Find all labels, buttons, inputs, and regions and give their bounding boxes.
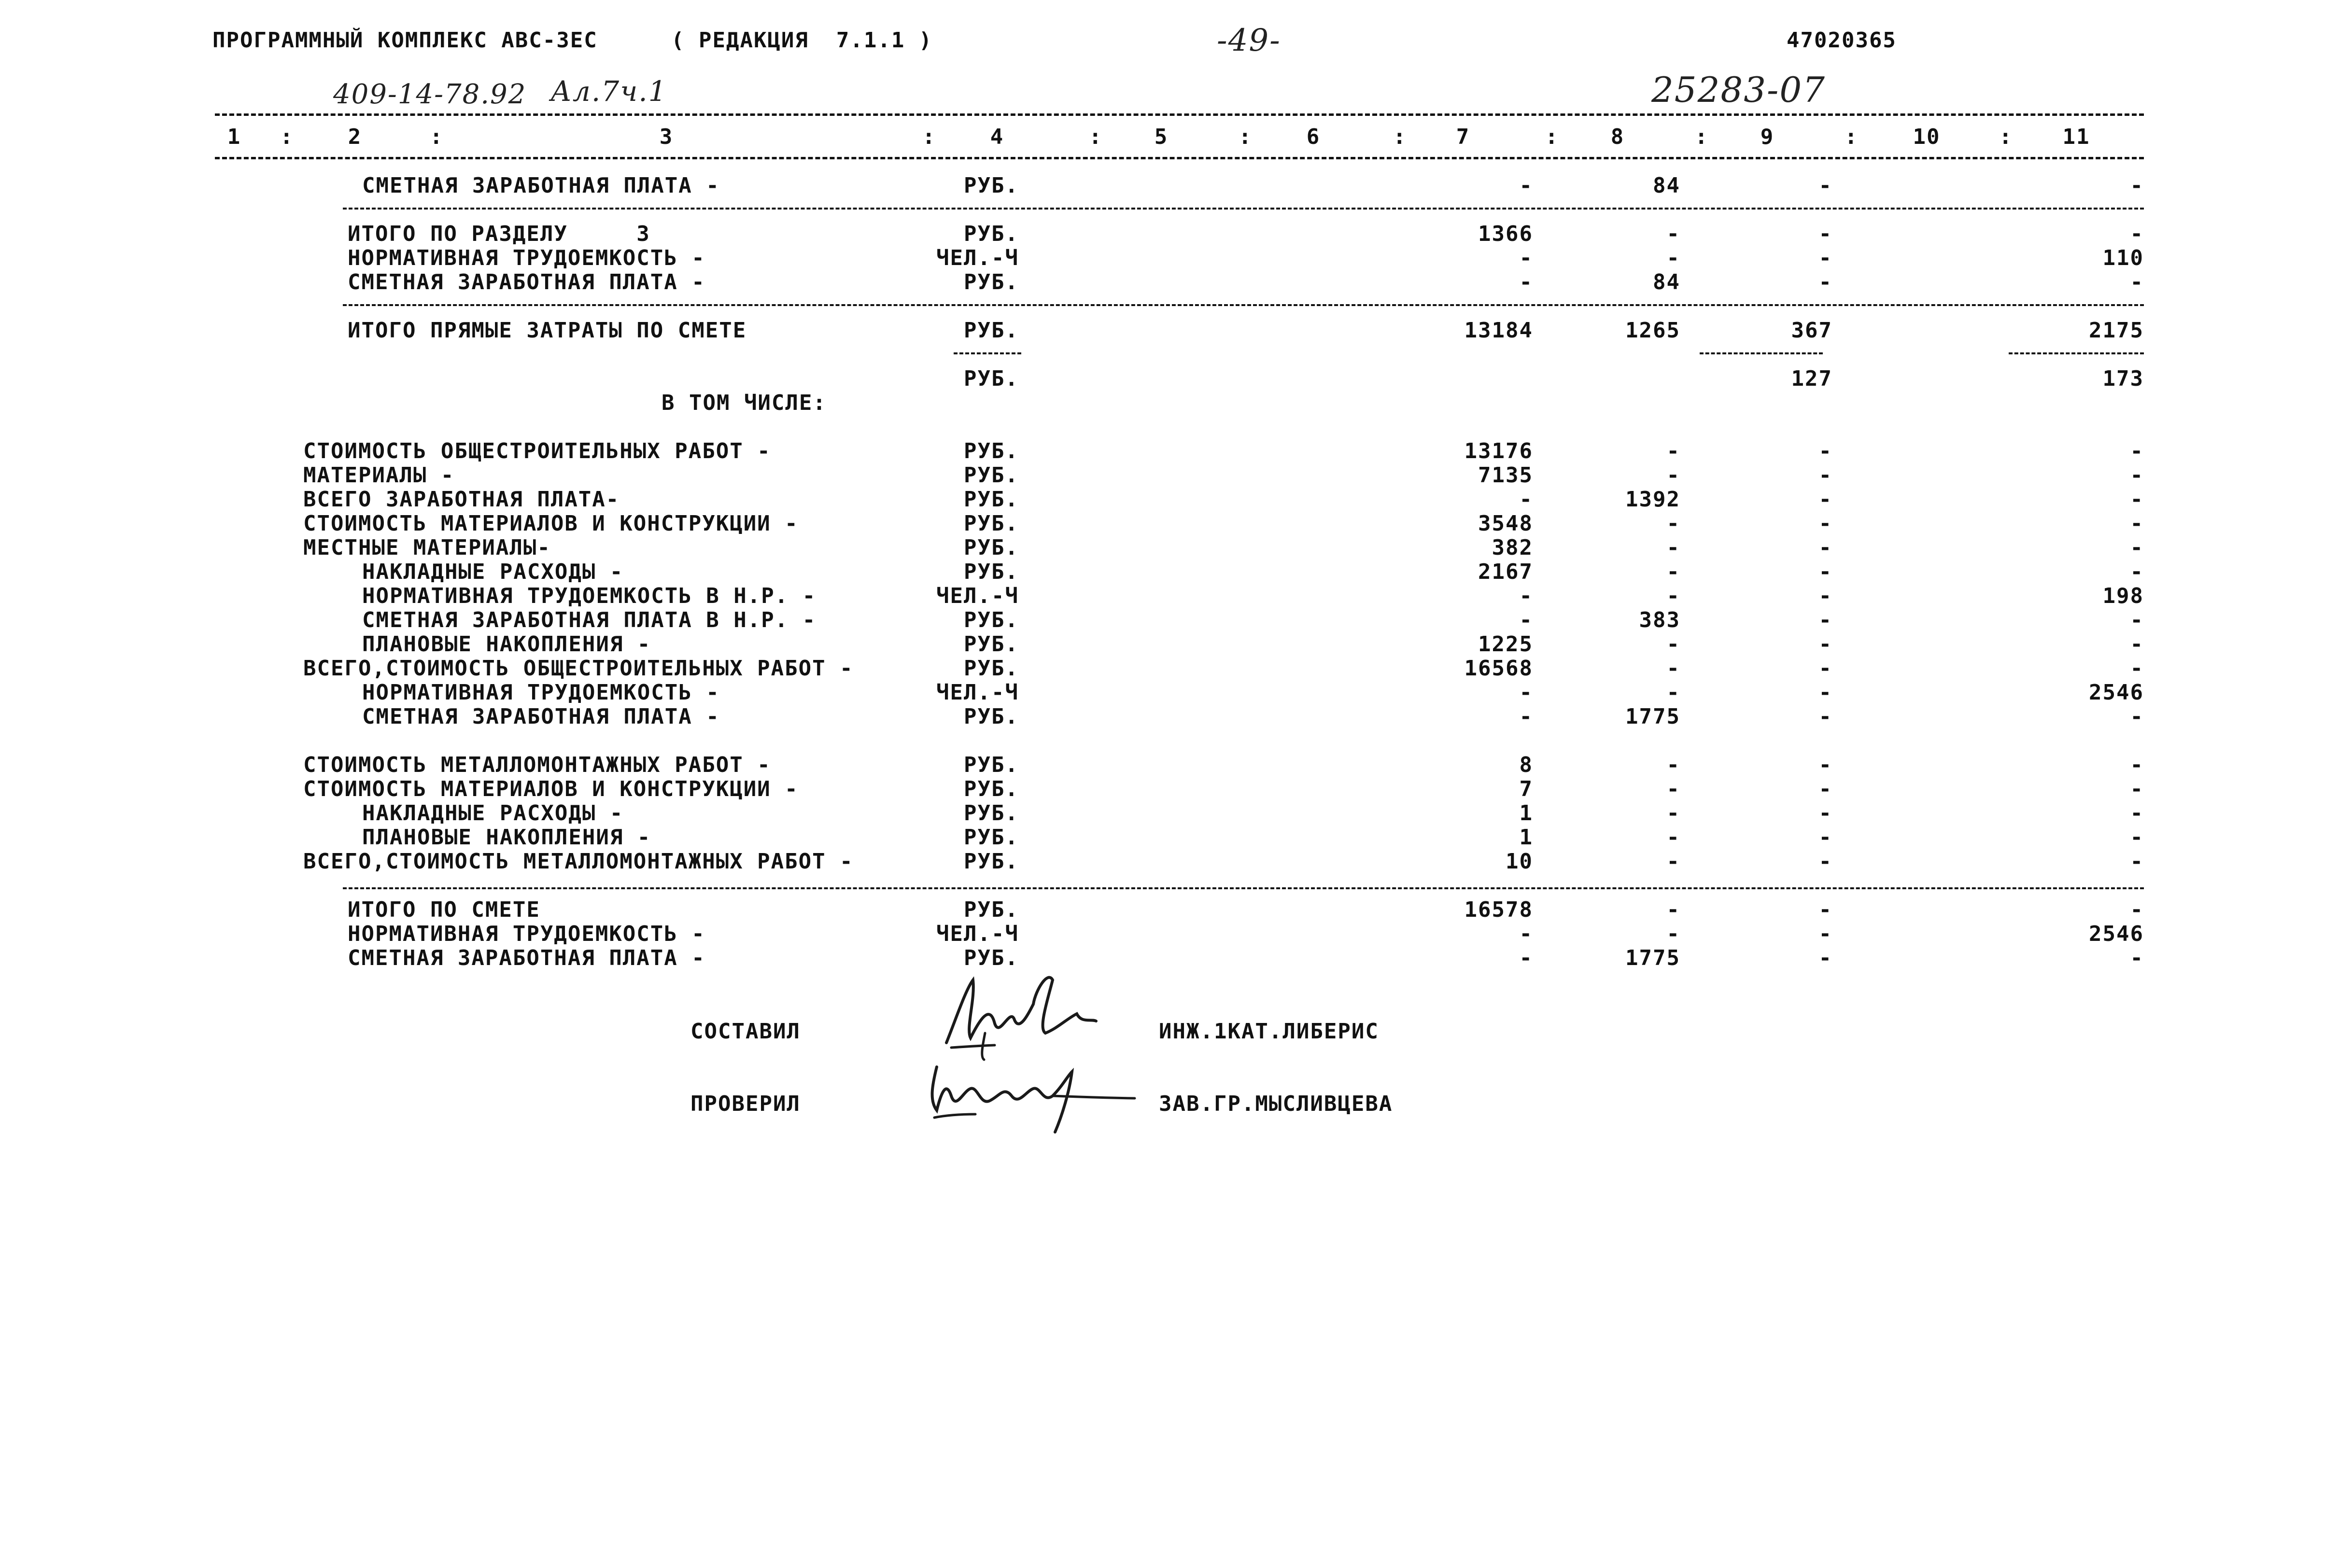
row-label: СТОИМОСТЬ МАТЕРИАЛОВ И КОНСТРУКЦИИ -	[303, 777, 799, 801]
section-rule	[343, 208, 2144, 210]
cell-col-8: -	[1666, 511, 1680, 536]
column-separator: :	[1845, 125, 1859, 149]
cell-col-11: -	[2130, 608, 2144, 632]
row-label: ПЛАНОВЫЕ НАКОПЛЕНИЯ -	[362, 825, 651, 850]
page-number: -49-	[1217, 23, 1281, 58]
cell-col-7: -	[1519, 584, 1533, 608]
column-separator: :	[1089, 125, 1103, 149]
unit-underline	[954, 352, 1021, 354]
row-unit: РУБ.	[964, 511, 1019, 536]
cell-col-7: 10	[1506, 849, 1533, 874]
row-unit: РУБ.	[964, 173, 1019, 198]
cell-col-9: -	[1818, 222, 1832, 246]
row-label: СТОИМОСТЬ ОБЩЕСТРОИТЕЛЬНЫХ РАБОТ -	[303, 439, 771, 463]
cell-col-9: -	[1818, 897, 1832, 922]
cell-col-7: -	[1519, 173, 1533, 198]
cell-col-9: -	[1818, 825, 1832, 850]
cell-col-8: -	[1666, 656, 1680, 681]
edition: ( РЕДАКЦИЯ 7.1.1 )	[671, 28, 933, 53]
row-label: ПЛАНОВЫЕ НАКОПЛЕНИЯ -	[362, 632, 651, 657]
cell-col-9: -	[1818, 704, 1832, 729]
cell-col-11: -	[2130, 704, 2144, 729]
handwritten-number: 25283-07	[1651, 70, 1826, 110]
cell-col-8: -	[1666, 897, 1680, 922]
row-label: ВСЕГО,СТОИМОСТЬ ОБЩЕСТРОИТЕЛЬНЫХ РАБОТ -	[303, 656, 854, 681]
cell-col-8: -	[1666, 535, 1680, 560]
row-unit: РУБ.	[964, 849, 1019, 874]
cell-col-11: -	[2130, 439, 2144, 463]
row-unit: РУБ.	[964, 270, 1019, 294]
doc-reference: 409-14-78.92	[333, 79, 527, 110]
row-label: ИТОГО ПО РАЗДЕЛУ 3	[348, 222, 650, 246]
cell-col-11: -	[2130, 487, 2144, 512]
cell-col-9: -	[1818, 560, 1832, 584]
cell-col-7: 3548	[1478, 511, 1533, 536]
cell-col-7: -	[1519, 270, 1533, 294]
cell-col-11: -	[2130, 463, 2144, 488]
cell-col-11: -	[2130, 560, 2144, 584]
cell-col-7: -	[1519, 704, 1533, 729]
row-label: МАТЕРИАЛЫ -	[303, 463, 455, 488]
cell-col-9: -	[1818, 173, 1832, 198]
cell-col-9: -	[1818, 270, 1832, 294]
row-unit: РУБ.	[964, 439, 1019, 463]
row-unit: РУБ.	[964, 318, 1019, 343]
cell-col-9: -	[1818, 463, 1832, 488]
cell-col-11: -	[2130, 173, 2144, 198]
row-label: ВСЕГО ЗАРАБОТНАЯ ПЛАТА-	[303, 487, 620, 512]
cell-col-8: -	[1666, 246, 1680, 270]
row-unit: РУБ.	[964, 608, 1019, 632]
cell-col-11: 2546	[2089, 922, 2144, 946]
cell-col-8: -	[1666, 777, 1680, 801]
column-separator: :	[1239, 125, 1253, 149]
cell-col-7: -	[1519, 487, 1533, 512]
row-unit: РУБ.	[964, 946, 1019, 970]
row-unit: ЧЕЛ.-Ч	[936, 680, 1019, 705]
compiled-label: СОСТАВИЛ	[690, 1019, 801, 1044]
cell-col-9: -	[1818, 922, 1832, 946]
row-unit: ЧЕЛ.-Ч	[936, 246, 1019, 270]
cell-col-7: 16568	[1464, 656, 1533, 681]
row-unit: РУБ.	[964, 897, 1019, 922]
section-rule	[343, 887, 2144, 889]
cell-col-7: 16578	[1464, 897, 1533, 922]
cell-col-7: 7	[1519, 777, 1533, 801]
row-label: СМЕТНАЯ ЗАРАБОТНАЯ ПЛАТА -	[348, 946, 705, 970]
cell-col-9: -	[1818, 777, 1832, 801]
cell-col-8: -	[1666, 584, 1680, 608]
row-unit: РУБ.	[964, 366, 1019, 391]
row-unit: РУБ.	[964, 560, 1019, 584]
cell-col-11: -	[2130, 777, 2144, 801]
row-label: НОРМАТИВНАЯ ТРУДОЕМКОСТЬ -	[348, 246, 705, 270]
header-rule-top	[215, 113, 2144, 116]
cell-col-11: -	[2130, 222, 2144, 246]
cell-col-8: 84	[1653, 173, 1680, 198]
cell-col-11: 110	[2102, 246, 2144, 270]
cell-col-9: -	[1818, 535, 1832, 560]
checked-label: ПРОВЕРИЛ	[690, 1092, 801, 1116]
row-unit: РУБ.	[964, 753, 1019, 777]
column-number-6: 6	[1306, 125, 1321, 149]
cell-col-8: 1775	[1625, 704, 1680, 729]
column-separator: :	[1695, 125, 1709, 149]
row-unit: РУБ.	[964, 222, 1019, 246]
cell-col-8: -	[1666, 849, 1680, 874]
row-label: СМЕТНАЯ ЗАРАБОТНАЯ ПЛАТА -	[362, 704, 720, 729]
cell-col-9: -	[1818, 753, 1832, 777]
row-label: НОРМАТИВНАЯ ТРУДОЕМКОСТЬ В Н.Р. -	[362, 584, 817, 608]
row-label: СМЕТНАЯ ЗАРАБОТНАЯ ПЛАТА В Н.Р. -	[362, 608, 817, 632]
cell-col-11: -	[2130, 511, 2144, 536]
cell-col-11: -	[2130, 753, 2144, 777]
row-label: ИТОГО ПРЯМЫЕ ЗАТРАТЫ ПО СМЕТЕ	[348, 318, 747, 343]
column-separator: :	[1999, 125, 2013, 149]
cell-col-7: 1	[1519, 801, 1533, 826]
cell-col-9: 367	[1791, 318, 1832, 343]
cell-col-11: 2546	[2089, 680, 2144, 705]
column-separator: :	[430, 125, 444, 149]
row-label: В ТОМ ЧИСЛЕ:	[662, 391, 827, 415]
row-label: СМЕТНАЯ ЗАРАБОТНАЯ ПЛАТА -	[362, 173, 720, 198]
column-number-11: 11	[2062, 125, 2090, 149]
cell-col-7: 8	[1519, 753, 1533, 777]
cell-col-11: -	[2130, 632, 2144, 657]
album-reference: Ал.7ч.1	[550, 75, 667, 108]
cell-col-11: -	[2130, 897, 2144, 922]
cell-col-9: -	[1818, 946, 1832, 970]
header-rule-bottom	[215, 157, 2144, 159]
cell-col-9: -	[1818, 608, 1832, 632]
cell-col-7: -	[1519, 922, 1533, 946]
column-number-7: 7	[1456, 125, 1470, 149]
cell-col-9: 127	[1791, 366, 1832, 391]
cell-col-7: -	[1519, 680, 1533, 705]
cell-col-9: -	[1818, 656, 1832, 681]
row-unit: РУБ.	[964, 656, 1019, 681]
cell-col-8: -	[1666, 632, 1680, 657]
cell-col-11: 198	[2102, 584, 2144, 608]
row-unit: РУБ.	[964, 777, 1019, 801]
row-unit: РУБ.	[964, 535, 1019, 560]
cell-col-7: 7135	[1478, 463, 1533, 488]
cell-col-11: -	[2130, 535, 2144, 560]
column-separator: :	[1545, 125, 1559, 149]
cell-col-11: 2175	[2089, 318, 2144, 343]
cell-col-9: -	[1818, 801, 1832, 826]
row-unit: РУБ.	[964, 825, 1019, 850]
column-number-8: 8	[1610, 125, 1625, 149]
cell-col-8: -	[1666, 560, 1680, 584]
cell-col-8: -	[1666, 463, 1680, 488]
cell-col-8: -	[1666, 680, 1680, 705]
row-label: НАКЛАДНЫЕ РАСХОДЫ -	[362, 560, 624, 584]
row-label: СТОИМОСТЬ МЕТАЛЛОМОНТАЖНЫХ РАБОТ -	[303, 753, 771, 777]
cell-col-11: -	[2130, 801, 2144, 826]
cell-col-11: -	[2130, 656, 2144, 681]
c9-underline	[1700, 352, 1823, 354]
cell-col-11: -	[2130, 270, 2144, 294]
cell-col-8: -	[1666, 825, 1680, 850]
cell-col-9: -	[1818, 584, 1832, 608]
cell-col-7: 13176	[1464, 439, 1533, 463]
cell-col-7: 1225	[1478, 632, 1533, 657]
row-label: СМЕТНАЯ ЗАРАБОТНАЯ ПЛАТА -	[348, 270, 705, 294]
row-unit: РУБ.	[964, 463, 1019, 488]
column-number-5: 5	[1154, 125, 1169, 149]
cell-col-8: -	[1666, 439, 1680, 463]
cell-col-8: 84	[1653, 270, 1680, 294]
cell-col-9: -	[1818, 439, 1832, 463]
c11-underline	[2009, 352, 2144, 354]
cell-col-11: -	[2130, 946, 2144, 970]
cell-col-9: -	[1818, 246, 1832, 270]
column-number-2: 2	[348, 125, 362, 149]
document-code: 47020365	[1787, 28, 1897, 53]
cell-col-8: 1265	[1625, 318, 1680, 343]
column-separator: :	[922, 125, 936, 149]
cell-col-11: 173	[2102, 366, 2144, 391]
row-label: СТОИМОСТЬ МАТЕРИАЛОВ И КОНСТРУКЦИИ -	[303, 511, 799, 536]
signature-checked	[917, 1038, 1140, 1139]
column-number-9: 9	[1760, 125, 1775, 149]
row-label: МЕСТНЫЕ МАТЕРИАЛЫ-	[303, 535, 551, 560]
cell-col-9: -	[1818, 680, 1832, 705]
row-unit: ЧЕЛ.-Ч	[936, 922, 1019, 946]
cell-col-7: -	[1519, 608, 1533, 632]
column-separator: :	[1393, 125, 1407, 149]
column-number-3: 3	[659, 125, 674, 149]
cell-col-8: -	[1666, 222, 1680, 246]
column-number-4: 4	[990, 125, 1004, 149]
cell-col-11: -	[2130, 849, 2144, 874]
cell-col-9: -	[1818, 849, 1832, 874]
cell-col-11: -	[2130, 825, 2144, 850]
row-label: ИТОГО ПО СМЕТЕ	[348, 897, 540, 922]
row-unit: РУБ.	[964, 487, 1019, 512]
row-unit: РУБ.	[964, 801, 1019, 826]
row-label: НОРМАТИВНАЯ ТРУДОЕМКОСТЬ -	[348, 922, 705, 946]
cell-col-7: -	[1519, 946, 1533, 970]
row-label: НАКЛАДНЫЕ РАСХОДЫ -	[362, 801, 624, 826]
cell-col-7: 1	[1519, 825, 1533, 850]
checked-by: ЗАВ.ГР.МЫСЛИВЦЕВА	[1159, 1092, 1393, 1116]
cell-col-8: 1392	[1625, 487, 1680, 512]
row-label: ВСЕГО,СТОИМОСТЬ МЕТАЛЛОМОНТАЖНЫХ РАБОТ -	[303, 849, 854, 874]
column-number-10: 10	[1913, 125, 1941, 149]
cell-col-8: -	[1666, 801, 1680, 826]
row-label: НОРМАТИВНАЯ ТРУДОЕМКОСТЬ -	[362, 680, 720, 705]
cell-col-8: -	[1666, 753, 1680, 777]
program-name: ПРОГРАММНЫЙ КОМПЛЕКС АВС-3ЕС	[212, 28, 598, 53]
compiled-by: ИНЖ.1КАТ.ЛИБЕРИС	[1159, 1019, 1379, 1044]
cell-col-7: -	[1519, 246, 1533, 270]
row-unit: ЧЕЛ.-Ч	[936, 584, 1019, 608]
cell-col-8: -	[1666, 922, 1680, 946]
column-number-1: 1	[227, 125, 241, 149]
cell-col-7: 13184	[1464, 318, 1533, 343]
row-unit: РУБ.	[964, 704, 1019, 729]
cell-col-9: -	[1818, 632, 1832, 657]
cell-col-7: 2167	[1478, 560, 1533, 584]
cell-col-7: 382	[1492, 535, 1533, 560]
cell-col-8: 383	[1639, 608, 1680, 632]
cell-col-7: 1366	[1478, 222, 1533, 246]
row-unit: РУБ.	[964, 632, 1019, 657]
cell-col-8: 1775	[1625, 946, 1680, 970]
cell-col-9: -	[1818, 487, 1832, 512]
section-rule	[343, 304, 2144, 306]
cell-col-9: -	[1818, 511, 1832, 536]
column-separator: :	[280, 125, 294, 149]
